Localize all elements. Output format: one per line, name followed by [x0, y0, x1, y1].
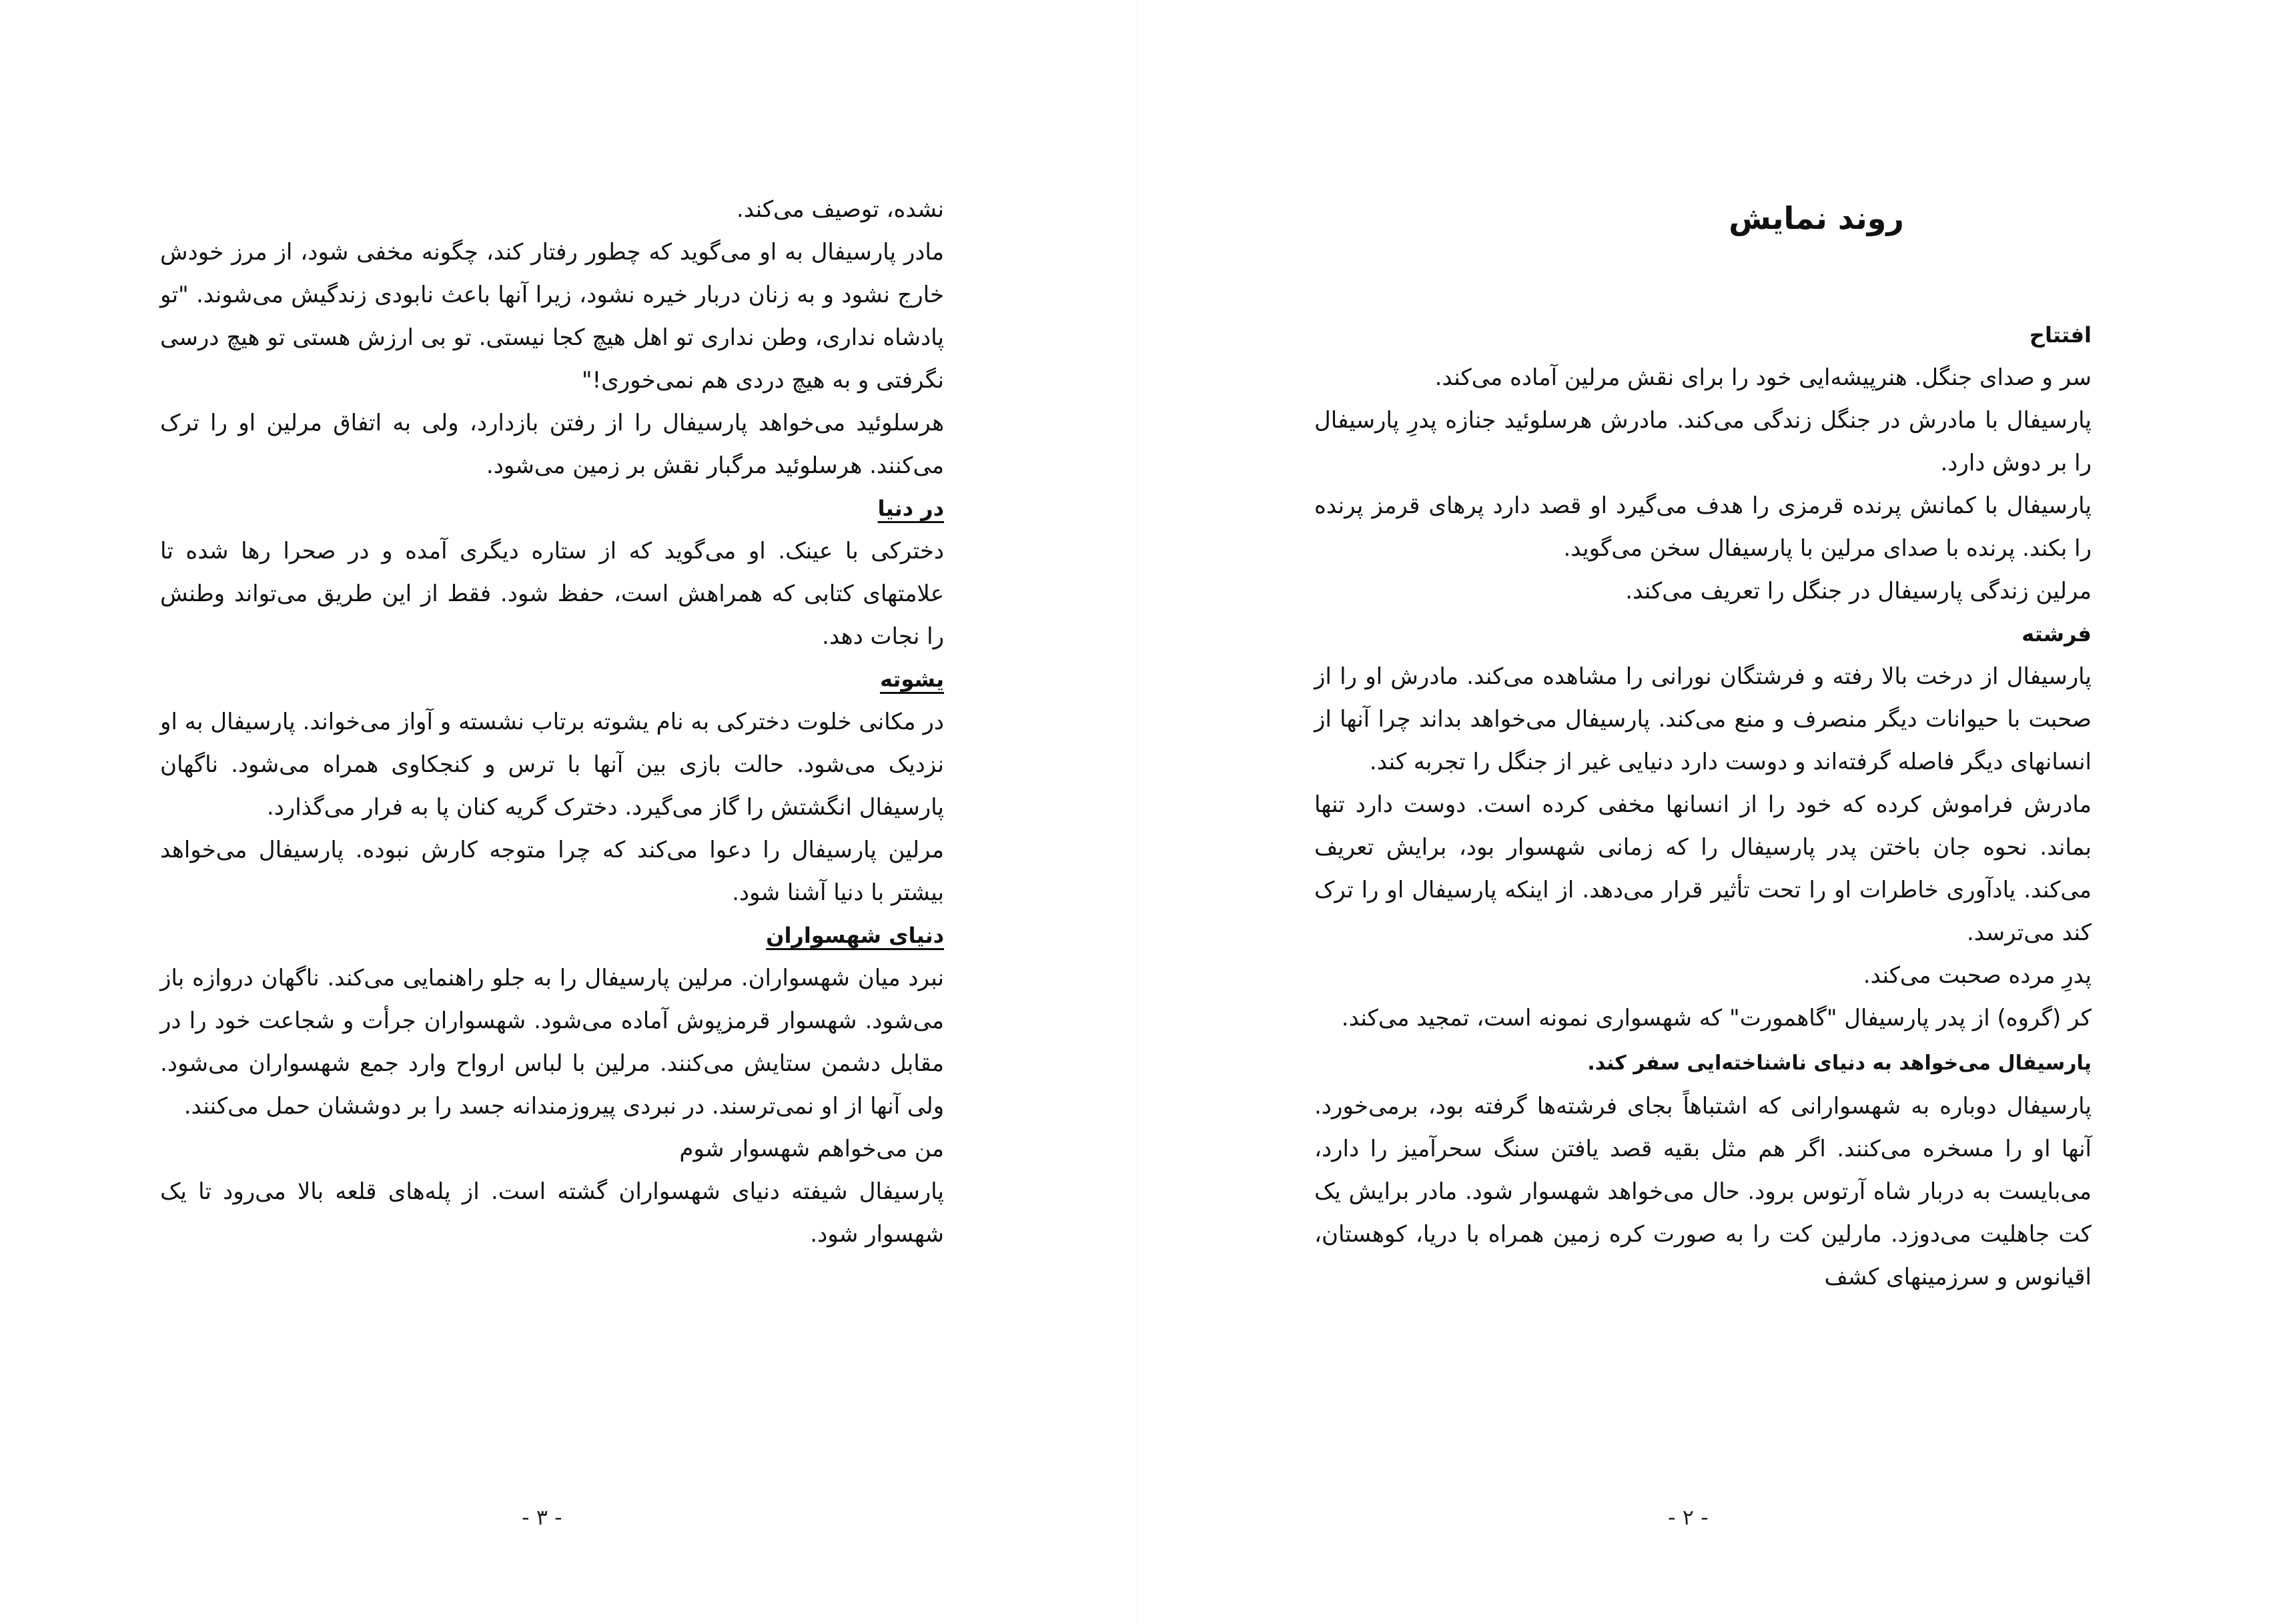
- paragraph: مرلین زندگی پارسیفال در جنگل را تعریف می‌کند.: [1625, 578, 2092, 604]
- paragraph: من می‌خواهم شهسوار شوم: [679, 1136, 944, 1162]
- left-page-text-column: [160, 188, 944, 1256]
- section-heading-angel: فرشته: [2021, 621, 2092, 647]
- paragraph: مادر پارسیفال به او می‌گوید که چطور رفتار کند، چگونه مخفی شود، از مرز خودش خارج نشود و به زنان دربار خیره نشود، زیرا آنها باعث نابودی زندگیش می‌شوند. "تو پادشاه نداری، وطن نداری تو اهل هیچ کجا نیستی. تو بی ارزش هستی تو هیچ درسی نگرفتی و به هیچ دردی هم نمی‌خوری!": [160, 239, 944, 394]
- paragraph: پدرِ مرده صحبت می‌کند.: [1863, 962, 2092, 989]
- page-title: روند نمایش: [1729, 200, 1904, 236]
- paragraph: پارسیفال دوباره به شهسوارانی که اشتباهاً بجای فرشته‌ها گرفته بود، برمی‌خورد. آنها او را مسخره می‌کنند. اگر هم مثل بقیه قصد یافتن سنگ سحرآمیز را دارد، می‌بایست به دربار شاه آرتوس برود. حال می‌خواهد شهسوار شود. مادر برایش یک کت جاهلیت می‌دوزد. مارلین کت را به صورت کره زمین همراه با دریا، کوهستان، اقیانوس و سرزمینهای کشف: [1314, 1093, 2092, 1290]
- section-heading-dar-donya: در دنیا: [877, 496, 944, 521]
- right-page-text-column: [1314, 314, 2092, 1298]
- paragraph: پارسیفال با کمانش پرنده قرمزی را هدف می‌گیرد او قصد دارد پرهای قرمز پرنده را بکند. پرنده با صدای مرلین با پارسیفال سخن می‌گوید.: [1314, 492, 2092, 562]
- paragraph: در مکانی خلوت دخترکی به نام یشوته برتاب نشسته و آواز می‌خواند. پارسیفال به او نزدیک می‌شود. حالت بازی بین آنها با ترس و کنجکاوی همراه می‌شود. ناگهان پارسیفال انگشتش را گاز می‌گیرد. دخترک گریه کنان پا به فرار می‌گذارد.: [160, 709, 944, 821]
- section-heading-opening: افتتاح: [2029, 322, 2092, 348]
- paragraph: کر (گروه) از پدر پارسیفال "گاهمورت" که شهسواری نمونه است، تمجید می‌کند.: [1341, 1005, 2092, 1032]
- paragraph: پارسیفال با مادرش در جنگل زندگی می‌کند. مادرش هرسلوئید جنازه پدرِ پارسیفال را بر دوش دارد.: [1314, 407, 2092, 476]
- paragraph: هرسلوئید می‌خواهد پارسیفال را از رفتن بازدارد، ولی به اتفاق مرلین او را ترک می‌کنند. هرسلوئید مرگبار نقش بر زمین می‌شود.: [160, 410, 944, 479]
- page-number: - ۳ -: [522, 1505, 562, 1530]
- paragraph: دخترکی با عینک. او می‌گوید که از ستاره دیگری آمده و در صحرا رها شده تا علامتهای کتابی که همراهش است، حفظ شود. فقط از این طریق می‌تواند وطنش را نجات دهد.: [160, 538, 944, 650]
- section-heading-journey: پارسیفال می‌خواهد به دنیای ناشناخته‌ایی سفر کند.: [1587, 1052, 2092, 1075]
- section-heading-knights-world: دنیای شهسواران: [766, 923, 944, 948]
- page-number: - ۲ -: [1668, 1505, 1709, 1530]
- paragraph: نشده، توصیف می‌کند.: [736, 196, 944, 223]
- paragraph: سر و صدای جنگل. هنرپیشه‌ایی خود را برای نقش مرلین آماده می‌کند.: [1434, 364, 2092, 391]
- right-page: [1138, 0, 2275, 1624]
- paragraph: مرلین پارسیفال را دعوا می‌کند که چرا متوجه کارش نبوده. پارسیفال می‌خواهد بیشتر با دنیا آشنا شود.: [160, 837, 944, 906]
- paragraph: نبرد میان شهسواران. مرلین پارسیفال را به جلو راهنمایی می‌کند. ناگهان دروازه باز می‌شود. شهسوار قرمزپوش آماده می‌شود. شهسواران جرأت و شجاعت خود را در مقابل دشمن ستایش می‌کنند. مرلین با لباس ارواح وارد جمع شهسواران می‌شود. ولی آنها از او نمی‌ترسند. در نبردی پیروزمندانه جسد را بر دوششان حمل می‌کنند.: [160, 965, 944, 1120]
- paragraph: پارسیفال از درخت بالا رفته و فرشتگان نورانی را مشاهده می‌کند. مادرش او را از صحبت با حیوانات دیگر منصرف و منع می‌کند. پارسیفال می‌خواهد بداند چرا آنها از انسانهای دیگر فاصله گرفته‌اند و دوست دارد دنیایی غیر از جنگل را تجربه کند.: [1314, 663, 2092, 775]
- paragraph: مادرش فراموش کرده که خود را از انسانها مخفی کرده است. دوست دارد تنها بماند. نحوه جان باختن پدر پارسیفال را که زمانی شهسوار بود، برایش تعریف می‌کند. یادآوری خاطرات او را تحت تأثیر قرار می‌دهد. از اینکه پارسیفال او را ترک کند می‌ترسد.: [1314, 791, 2092, 946]
- section-heading-yeshute: یشوته: [879, 667, 944, 692]
- paragraph: پارسیفال شیفته دنیای شهسواران گشته است. از پله‌های قلعه بالا می‌رود تا یک شهسوار شود.: [160, 1178, 944, 1248]
